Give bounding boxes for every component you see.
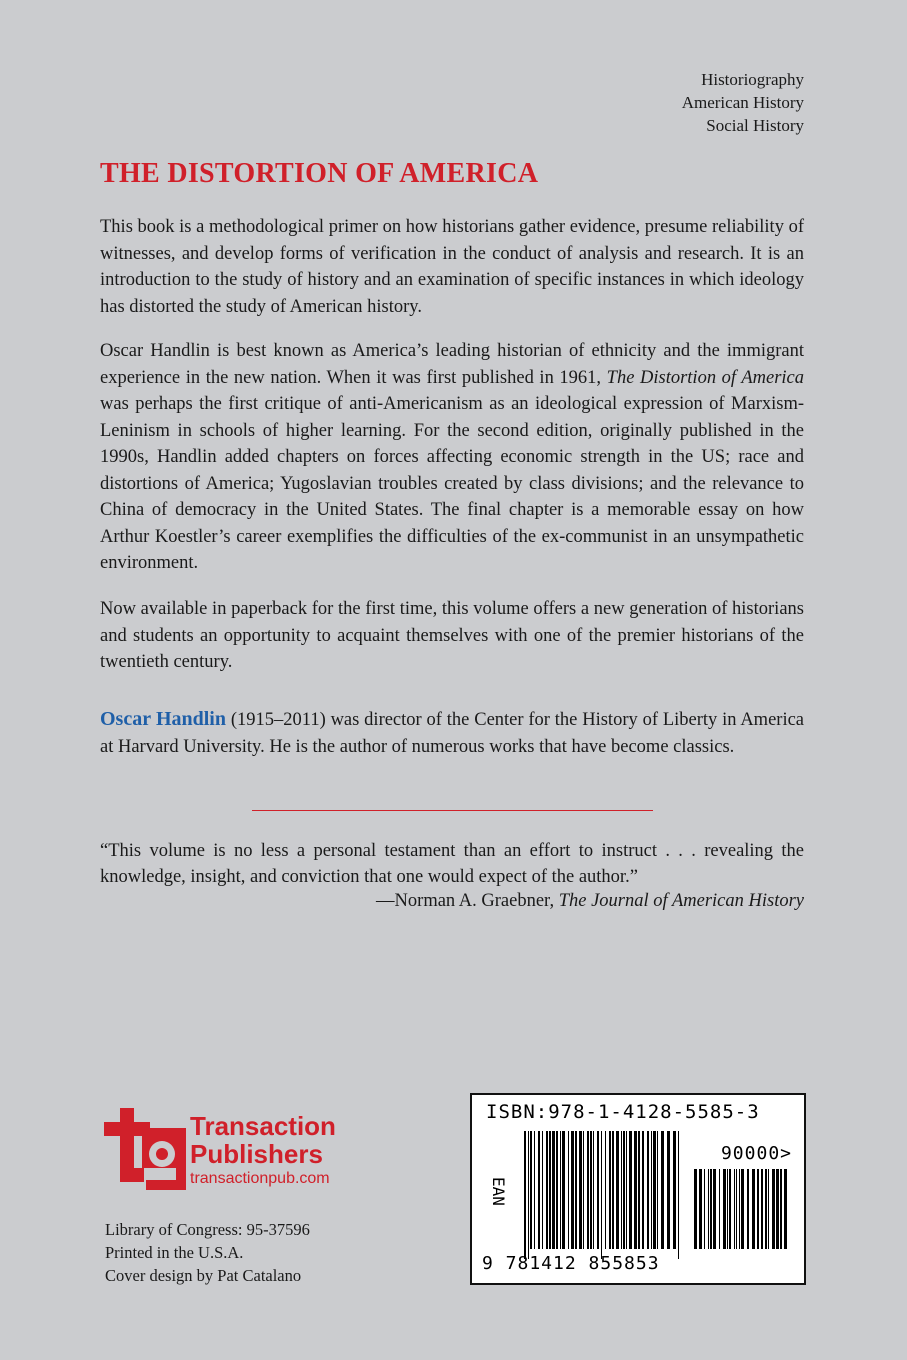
colophon xyxy=(105,1218,310,1287)
barcode-bar xyxy=(642,1131,644,1249)
description-paragraph-2 xyxy=(100,338,804,577)
barcode-bar xyxy=(623,1131,625,1249)
subject-categories xyxy=(682,68,804,137)
barcode-bars-addon xyxy=(694,1169,788,1259)
barcode-bar xyxy=(575,1131,577,1249)
barcode-bar xyxy=(621,1131,622,1249)
printed-in: Printed in the U.S.A. xyxy=(105,1243,244,1262)
library-of-congress: Library of Congress: 95-37596 xyxy=(105,1220,310,1239)
reviewer-name: —Norman A. Graebner, xyxy=(376,891,559,911)
barcode-bar xyxy=(776,1169,779,1249)
description-paragraph-1: This book is a methodological primer on how historians gather evidence, presume reliability of witnesses, and develop forms of verification in the conduct of analysis and research. It is an introduction to the study of history and an examination of specific instances in which ideology has distorted the study of American history. xyxy=(100,217,804,317)
barcode-bar xyxy=(657,1131,658,1249)
barcode-bar xyxy=(678,1131,679,1259)
review-source: The Journal of American History xyxy=(558,891,804,911)
barcode-bar xyxy=(694,1169,697,1249)
barcode-bar xyxy=(647,1131,649,1249)
barcode-bar xyxy=(587,1131,589,1249)
barcode-bar xyxy=(727,1169,728,1249)
barcode-bar xyxy=(651,1131,652,1249)
barcode-bar xyxy=(739,1169,740,1249)
barcode-bar xyxy=(629,1131,632,1249)
isbn-barcode xyxy=(470,1093,806,1285)
barcode-bar xyxy=(734,1169,735,1249)
barcode-bar xyxy=(752,1169,755,1249)
barcode-bar xyxy=(729,1169,731,1249)
book-title-italic: The Distortion of America xyxy=(606,367,805,388)
barcode-digits: 9 781412 855853 xyxy=(482,1253,660,1274)
addon-digits: 90000> xyxy=(720,1143,792,1164)
barcode-bars-main xyxy=(524,1131,679,1259)
barcode-bar xyxy=(757,1169,759,1249)
barcode-bar xyxy=(609,1131,611,1249)
barcode-bar xyxy=(571,1131,574,1249)
barcode-bar xyxy=(661,1131,664,1249)
barcode-bar xyxy=(597,1131,599,1249)
barcode-bar xyxy=(549,1131,551,1249)
barcode-bar xyxy=(542,1131,543,1249)
publisher-name xyxy=(190,1112,336,1168)
barcode-bar xyxy=(593,1131,594,1249)
barcode-bar xyxy=(534,1131,535,1249)
author-bio-text: (1915–2011) was director of the Center for the History of Liberty in America at Harvard University. He is the author of numerous works that have become classics. xyxy=(100,710,805,757)
transaction-logo-icon xyxy=(100,1108,190,1190)
barcode-bar xyxy=(761,1169,763,1249)
barcode-bar xyxy=(710,1169,712,1249)
barcode-bar xyxy=(530,1131,532,1249)
barcode-bar xyxy=(723,1169,726,1249)
barcode-bar xyxy=(583,1131,584,1249)
paragraph-2-text-b: was perhaps the first critique of anti-Americanism as an ideological expression of Marxism-Leninism in schools of higher learning. For the second edition, originally published in the 1990s, Handlin added chapters on forces affecting economic strength in the US; race and distortions of America; Yugoslavian troubles created by class divisions; and the relevance to China of democracy in the United States. The final chapter is a memorable essay on how Arthur Koestler’s career exemplifies the difficulties of the ex-communist in an unsympathetic environment. xyxy=(100,394,804,573)
barcode-bar xyxy=(747,1169,749,1249)
barcode-bar xyxy=(560,1131,561,1249)
barcode-bar xyxy=(784,1169,787,1249)
barcode-bar xyxy=(562,1131,565,1249)
barcode-bar xyxy=(699,1169,702,1249)
barcode-bar xyxy=(741,1169,744,1249)
barcode-bar xyxy=(736,1169,737,1249)
barcode-bar xyxy=(704,1169,705,1249)
barcode-bar xyxy=(616,1131,619,1249)
description-paragraph-3: Now available in paperback for the first time, this volume offers a new generation of historians and students an opportunity to acquaint themselves with one of the premier historians of the twentieth century. xyxy=(100,599,804,672)
review-quote: “This volume is no less a personal testament than an effort to instruct . . . revealing the knowledge, insight, and conviction that one would expect of the author.” xyxy=(100,841,804,887)
barcode-bar xyxy=(612,1131,614,1249)
category-american-history: American History xyxy=(681,93,804,112)
ean-label: EAN xyxy=(489,1177,508,1206)
author-bio xyxy=(100,706,804,760)
barcode-bar xyxy=(768,1169,769,1249)
barcode-bar xyxy=(626,1131,627,1249)
barcode-bar xyxy=(579,1131,582,1249)
barcode-bar xyxy=(708,1169,709,1249)
barcode-bar xyxy=(546,1131,548,1249)
barcode-bar xyxy=(772,1169,775,1249)
publisher-url: transactionpub.com xyxy=(190,1170,330,1187)
barcode-bar xyxy=(653,1131,656,1249)
author-name: Oscar Handlin xyxy=(100,708,226,730)
barcode-bar xyxy=(556,1131,558,1249)
book-title: THE DISTORTION OF AMERICA xyxy=(100,158,539,189)
publisher-name-line1: Transaction xyxy=(190,1111,336,1141)
section-divider xyxy=(252,810,653,811)
barcode-bar xyxy=(667,1131,670,1249)
barcode-bar xyxy=(605,1131,606,1249)
barcode-bar xyxy=(568,1131,569,1249)
barcode-bar xyxy=(538,1131,540,1249)
isbn-text: ISBN:978-1-4128-5585-3 xyxy=(486,1101,760,1123)
category-social-history: Social History xyxy=(706,116,804,135)
cover-design-credit: Cover design by Pat Catalano xyxy=(105,1266,302,1285)
review-attribution xyxy=(376,888,804,914)
barcode-bar xyxy=(765,1169,767,1249)
barcode-bar xyxy=(719,1169,720,1249)
barcode-bar xyxy=(713,1169,716,1249)
category-historiography: Historiography xyxy=(701,70,804,89)
barcode-bar xyxy=(524,1131,526,1259)
barcode-bar xyxy=(634,1131,637,1249)
paragraph-2-text-a: Oscar Handlin is best known as America’s leading historian of ethnicity and the immigrant experience in the new nation. When it was first published in 1961, xyxy=(100,341,804,388)
barcode-bar xyxy=(638,1131,640,1249)
barcode-bar xyxy=(780,1169,782,1249)
logo-a-center xyxy=(156,1148,168,1160)
barcode-bar xyxy=(528,1131,529,1259)
barcode-bar xyxy=(601,1131,602,1259)
barcode-bar xyxy=(673,1131,676,1249)
publisher-name-line2: Publishers xyxy=(190,1139,323,1169)
barcode-bar xyxy=(552,1131,555,1249)
barcode-bar xyxy=(590,1131,592,1249)
